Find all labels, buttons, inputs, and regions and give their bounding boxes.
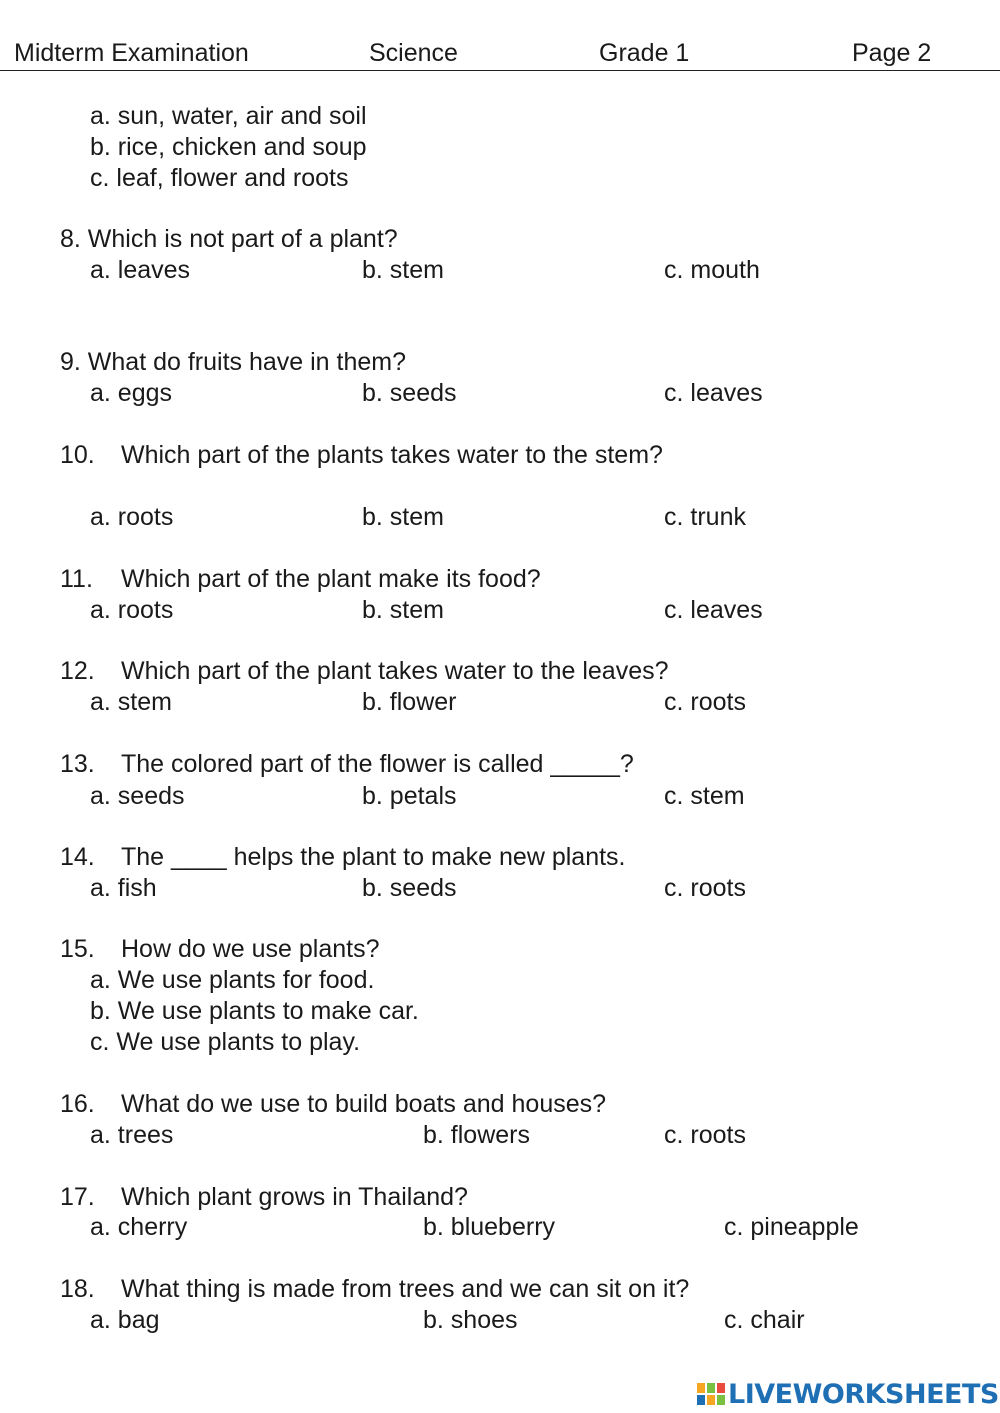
q14-option-b: b. seeds xyxy=(362,874,457,902)
q18-option-b: b. shoes xyxy=(423,1306,518,1334)
q16-text: What do we use to build boats and houses? xyxy=(121,1090,607,1118)
q9-option-c: c. leaves xyxy=(664,379,763,407)
q8-text: 8. Which is not part of a plant? xyxy=(60,225,398,253)
q7-option-b: b. rice, chicken and soup xyxy=(90,133,367,161)
grade-label: Grade 1 xyxy=(599,39,690,67)
q10-option-b: b. stem xyxy=(362,503,444,531)
q7-option-a: a. sun, water, air and soil xyxy=(90,102,367,130)
q16-option-c: c. roots xyxy=(664,1121,746,1149)
q16-option-b: b. flowers xyxy=(423,1121,530,1149)
q10-option-c: c. trunk xyxy=(664,503,746,531)
logo-block xyxy=(707,1383,715,1393)
q17-option-a: a. cherry xyxy=(90,1213,188,1241)
q13-option-a: a. seeds xyxy=(90,782,185,810)
q18-text: What thing is made from trees and we can sit on it? xyxy=(121,1275,690,1303)
q15-option-b: b. We use plants to make car. xyxy=(90,997,419,1025)
q10-option-a: a. roots xyxy=(90,503,174,531)
logo-text: LIVEWORKSHEETS xyxy=(728,1378,999,1410)
logo-block xyxy=(707,1395,715,1405)
q11-option-a: a. roots xyxy=(90,596,174,624)
q13-option-c: c. stem xyxy=(664,782,745,810)
logo-block xyxy=(717,1383,725,1393)
q9-option-a: a. eggs xyxy=(90,379,173,407)
q15-text: How do we use plants? xyxy=(121,935,380,963)
q13-option-b: b. petals xyxy=(362,782,457,810)
q7-option-c: c. leaf, flower and roots xyxy=(90,164,349,192)
q14-text: The ____ helps the plant to make new plants. xyxy=(121,843,626,871)
q14-number: 14. xyxy=(60,843,95,871)
q17-text: Which plant grows in Thailand? xyxy=(121,1183,468,1211)
q11-option-b: b. stem xyxy=(362,596,444,624)
q8-option-b: b. stem xyxy=(362,256,444,284)
q12-option-b: b. flower xyxy=(362,688,457,716)
q11-text: Which part of the plant make its food? xyxy=(121,565,541,593)
q13-text: The colored part of the flower is called _____? xyxy=(121,750,634,778)
q12-number: 12. xyxy=(60,657,95,685)
q17-number: 17. xyxy=(60,1183,95,1211)
q16-option-a: a. trees xyxy=(90,1121,174,1149)
q12-option-a: a. stem xyxy=(90,688,172,716)
q16-number: 16. xyxy=(60,1090,95,1118)
logo-block xyxy=(697,1383,705,1393)
q9-option-b: b. seeds xyxy=(362,379,457,407)
subject-label: Science xyxy=(369,39,458,67)
q9-text: 9. What do fruits have in them? xyxy=(60,348,407,376)
q12-option-c: c. roots xyxy=(664,688,746,716)
q15-option-c: c. We use plants to play. xyxy=(90,1028,361,1056)
q17-option-b: b. blueberry xyxy=(423,1213,556,1241)
q15-option-a: a. We use plants for food. xyxy=(90,966,375,994)
q18-option-c: c. chair xyxy=(724,1306,805,1334)
q14-option-c: c. roots xyxy=(664,874,746,902)
header-divider xyxy=(0,70,1000,71)
logo-block xyxy=(697,1395,705,1405)
q11-number: 11. xyxy=(60,565,93,593)
q11-option-c: c. leaves xyxy=(664,596,763,624)
q10-text: Which part of the plants takes water to the stem? xyxy=(121,441,663,469)
page-number: Page 2 xyxy=(852,39,932,67)
q17-option-c: c. pineapple xyxy=(724,1213,859,1241)
q8-option-c: c. mouth xyxy=(664,256,760,284)
exam-title: Midterm Examination xyxy=(14,39,249,67)
q14-option-a: a. fish xyxy=(90,874,157,902)
logo-blocks-icon xyxy=(697,1383,725,1405)
q18-option-a: a. bag xyxy=(90,1306,160,1334)
q18-number: 18. xyxy=(60,1275,95,1303)
q10-number: 10. xyxy=(60,441,95,469)
logo-block xyxy=(717,1395,725,1405)
q8-option-a: a. leaves xyxy=(90,256,191,284)
q15-number: 15. xyxy=(60,935,95,963)
liveworksheets-logo[interactable] xyxy=(697,1377,999,1411)
q12-text: Which part of the plant takes water to the leaves? xyxy=(121,657,669,685)
q13-number: 13. xyxy=(60,750,95,778)
